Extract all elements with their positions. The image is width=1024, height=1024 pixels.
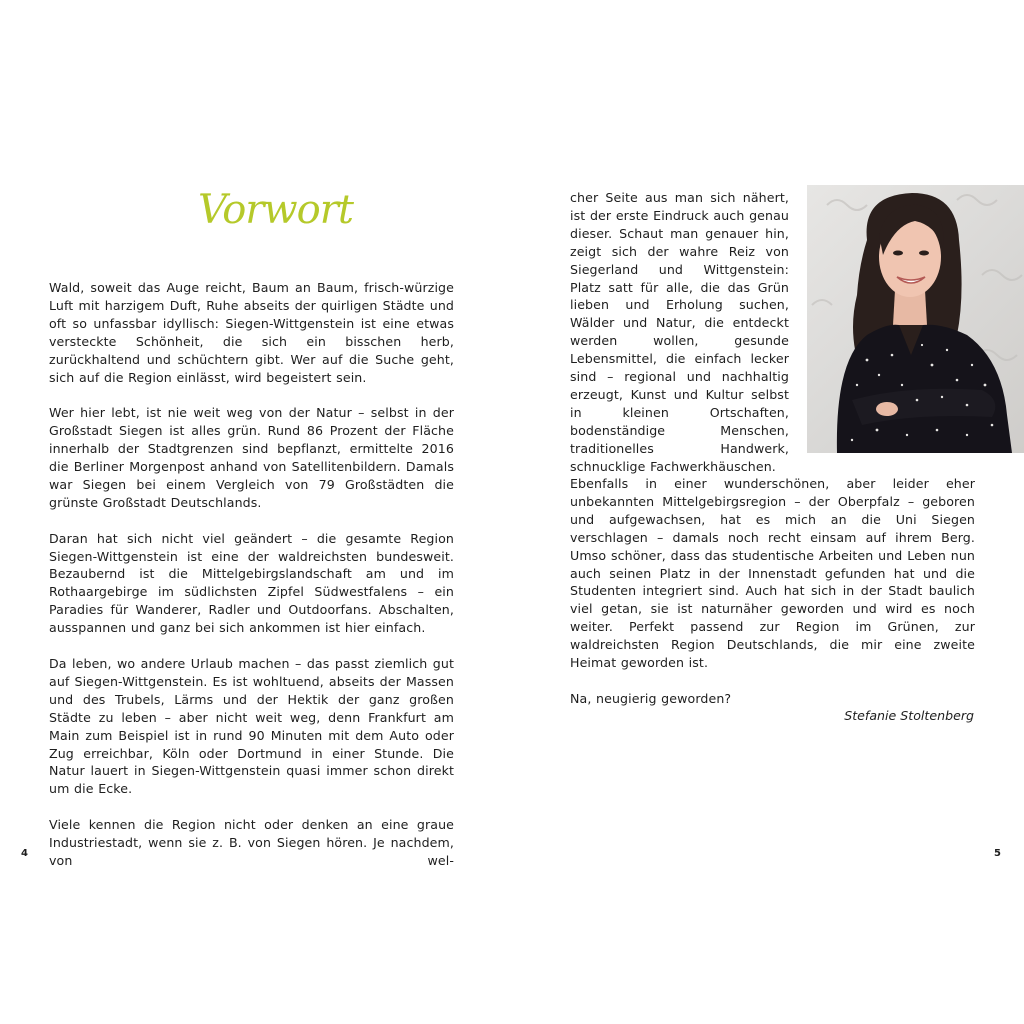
paragraph: Viele kennen die Region nicht oder denken an eine graue Industriestadt, wenn sie z. B. von Siegen hören. Je nachdem, von wel-: [49, 817, 454, 868]
author-signature: Stefanie Stoltenberg: [844, 708, 974, 723]
paragraph: Wald, soweit das Auge reicht, Baum an Baum, frisch-würzige Luft mit harzigem Duft, Ruhe abseits der quirligen Städte und oft so unfassbar idyllisch: Siegen-Wittgenstein ist eine etwas versteckte Schönheit, die sich ein bisschen herb, zurückhaltend und schüchtern gibt. Wer auf die Suche geht, sich auf die Region einlässt, wird begeistert sein.: [49, 280, 454, 385]
portrait-illustration: [807, 185, 1024, 453]
right-column-text: [570, 475, 975, 708]
paragraph: cher Seite aus man sich nähert, ist der erste Eindruck auch genau dieser. Schaut man genauer hin, zeigt sich der wahre Reiz von Siegerland und Wittgenstein: Platz satt für alle, die das Grün lieben und Erholung suchen, Wälder und Natur, die entdeckt werden wollen, gesunde Lebensmittel, die einfach lecker sind – regional und nachhaltig erzeugt, Kunst und Kultur selbst in kleinen Ortschaften, bodenständige Menschen, traditionelles Handwerk, schnucklige Fachwerkhäuschen.: [570, 190, 789, 474]
chapter-title: Vorwort: [198, 187, 353, 233]
author-portrait: [807, 185, 1024, 453]
paragraph: Ebenfalls in einer wunderschönen, aber leider eher unbekannten Mittelgebirgsregion – der Oberpfalz – geboren und aufgewachsen, hat es mich an die Uni Siegen verschlagen – damals noch recht einsam auf ihrem Berg. Umso schöner, dass das studentische Arbeiten und Leben nun auch seinen Platz in der Innenstadt gefunden hat und die Studenten integriert sind. Auch hat sich in der Stadt baulich viel getan, sie ist naturnäher geworden und wird es noch weiter. Perfekt passend zur Region im Grünen, zur waldreichsten Region Deutschlands, die mir eine zweite Heimat geworden ist.: [570, 476, 975, 671]
page-number-right: 5: [994, 848, 1001, 859]
paragraph: Na, neugierig geworden?: [570, 690, 732, 706]
right-top-text: [570, 189, 789, 476]
page-number-left: 4: [21, 848, 28, 859]
left-column-text: [49, 279, 454, 870]
paragraph: Daran hat sich nicht viel geändert – die gesamte Region Siegen-Wittgenstein ist eine der waldreichsten bundesweit. Bezaubernd ist die Mittelgebirgslandschaft am und im Rothaargebirge im südlichsten Zipfel Südwestfalens – ein Paradies für Wanderer, Radler und Outdoorfans. Abschalten, ausspannen und ganz bei sich ankommen ist hier einfach.: [49, 530, 454, 636]
paragraph: Wer hier lebt, ist nie weit weg von der Natur – selbst in der Großstadt Siegen ist alles grün. Rund 86 Prozent der Fläche innerhalb der Stadtgrenzen sind bepflanzt, ermittelte 2016 die Berliner Morgenpost anhand von Satellitenbildern. Damals war Siegen bei einem Vergleich von 79 Großstädten die grünste Großstadt Deutschlands.: [49, 405, 454, 510]
paragraph: Da leben, wo andere Urlaub machen – das passt ziemlich gut auf Siegen-Wittgenstein. Es ist wohltuend, abseits der Massen und des Trubels, Lärms und der Hektik der ganz großen Städte zu leben – aber nicht weit weg, denn Frankfurt am Main zum Beispiel ist in rund 90 Minuten mit dem Auto oder Zug erreichbar, Köln oder Dortmund in einer Stunde. Die Natur lauert in Siegen-Wittgenstein quasi immer schon direkt um die Ecke.: [49, 655, 454, 797]
